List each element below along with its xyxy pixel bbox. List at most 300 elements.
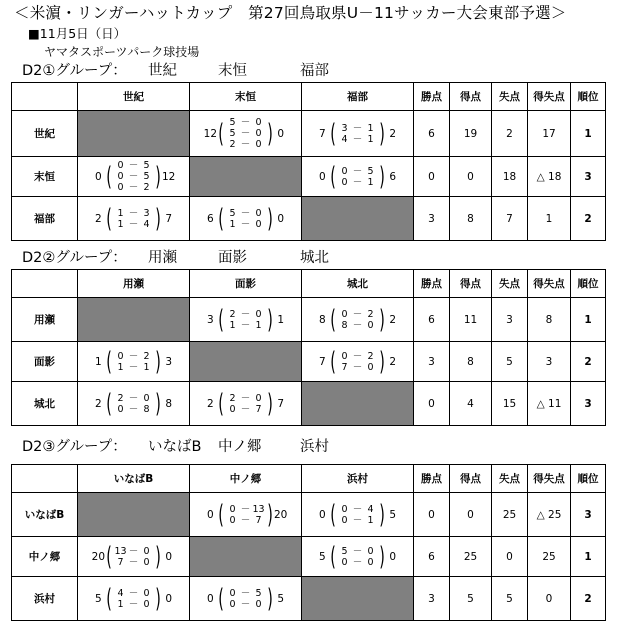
period-score-line	[226, 515, 266, 526]
period-score-line	[226, 219, 266, 230]
left-bracket: (	[218, 388, 225, 419]
period-score-away: 0	[143, 392, 150, 404]
column-team-header: 面影	[190, 270, 302, 298]
stat-header-gf: 得点	[450, 83, 492, 111]
goals-for-cell: 8	[450, 342, 492, 382]
match-score	[302, 499, 413, 530]
goal-difference-cell: △ 18	[528, 157, 571, 197]
period-score-away: 13	[252, 503, 265, 515]
total-score-away: 1	[277, 313, 284, 326]
period-score-line	[114, 599, 154, 610]
period-score-away: 4	[367, 503, 374, 515]
row-team-name: 面影	[12, 342, 78, 382]
stat-header-rank: 順位	[571, 83, 606, 111]
right-bracket: )	[378, 161, 385, 192]
period-scores	[226, 208, 266, 230]
column-team-header: 末恒	[190, 83, 302, 111]
match-result-cell	[302, 342, 414, 382]
period-scores	[226, 504, 266, 526]
score-dash: －	[352, 133, 363, 145]
period-score-home: 3	[341, 122, 348, 134]
left-bracket: (	[330, 499, 337, 530]
stat-header-gf: 得点	[450, 270, 492, 298]
period-score-line	[226, 320, 266, 331]
period-score-home: 5	[229, 207, 236, 219]
row-team-name: 世紀	[12, 111, 78, 157]
total-score-home: 7	[319, 127, 326, 140]
score-dash: －	[240, 218, 251, 230]
match-score	[302, 161, 413, 192]
win-points-cell: 3	[414, 197, 450, 241]
total-score-away: 5	[277, 592, 284, 605]
period-score-home: 1	[229, 319, 236, 331]
period-score-away: 8	[143, 403, 150, 415]
self-match-cell	[302, 382, 414, 426]
total-score-home: 5	[319, 550, 326, 563]
match-score	[190, 499, 301, 530]
match-result-cell	[78, 577, 190, 621]
match-score	[78, 583, 189, 614]
period-scores	[114, 351, 154, 373]
venue-name: ヤマタスポーツパーク球技場	[44, 45, 200, 59]
row-team-name: 末恒	[12, 157, 78, 197]
win-points-cell: 3	[414, 577, 450, 621]
match-result-cell	[190, 197, 302, 241]
stat-header-win-pts: 勝点	[414, 83, 450, 111]
left-bracket: (	[218, 499, 225, 530]
total-score-away: 2	[389, 313, 396, 326]
score-dash: －	[352, 514, 363, 526]
period-score-away: 5	[143, 171, 150, 182]
left-bracket: (	[106, 203, 113, 234]
right-bracket: )	[154, 583, 161, 614]
period-score-away: 0	[255, 598, 262, 610]
goals-against-cell: 18	[492, 157, 528, 197]
team-row	[12, 298, 606, 342]
period-score-home: 5	[341, 545, 348, 557]
self-match-cell	[78, 111, 190, 157]
goals-for-cell: 19	[450, 111, 492, 157]
period-scores	[226, 393, 266, 415]
stat-header-gd: 得失点	[528, 83, 571, 111]
right-bracket: )	[154, 346, 161, 377]
left-bracket: (	[330, 346, 337, 377]
match-score	[302, 118, 413, 149]
period-score-home: 5	[229, 128, 236, 139]
score-dash: －	[352, 122, 363, 134]
self-match-cell	[302, 197, 414, 241]
period-scores	[338, 351, 378, 373]
column-team-header: 中ノ郷	[190, 465, 302, 493]
total-score-away: 5	[389, 508, 396, 521]
period-score-line	[226, 309, 266, 320]
period-score-line	[338, 546, 378, 557]
period-score-home: 0	[341, 165, 348, 177]
period-score-line	[226, 393, 266, 404]
match-score	[78, 160, 189, 193]
period-score-away: 0	[367, 545, 374, 557]
self-match-cell	[190, 342, 302, 382]
stat-header-ga: 失点	[492, 270, 528, 298]
total-score-away: 0	[165, 592, 172, 605]
period-score-away: 2	[143, 182, 150, 193]
period-score-home: 0	[341, 503, 348, 515]
group-table	[11, 269, 606, 426]
stat-header-gd: 得失点	[528, 270, 571, 298]
period-score-home: 7	[341, 361, 348, 373]
right-bracket: )	[378, 499, 385, 530]
period-score-away: 5	[367, 165, 374, 177]
period-score-line	[226, 128, 266, 139]
left-bracket: (	[218, 304, 225, 335]
period-score-away: 7	[255, 403, 262, 415]
period-score-home: 0	[117, 160, 124, 171]
stat-header-win-pts: 勝点	[414, 465, 450, 493]
group-team-name: 世紀	[148, 63, 177, 79]
match-result-cell	[78, 342, 190, 382]
score-dash: －	[128, 545, 139, 557]
rank-cell: 1	[571, 111, 606, 157]
match-result-cell	[302, 157, 414, 197]
match-result-cell	[302, 493, 414, 537]
match-result-cell	[302, 111, 414, 157]
period-score-away: 0	[367, 556, 374, 568]
group-title	[22, 440, 329, 455]
stat-header-rank: 順位	[571, 270, 606, 298]
period-score-line	[226, 117, 266, 128]
row-team-name: 用瀬	[12, 298, 78, 342]
self-match-cell	[78, 493, 190, 537]
total-score-away: 0	[389, 550, 396, 563]
right-bracket: )	[266, 583, 273, 614]
corner-cell	[12, 465, 78, 493]
team-row	[12, 537, 606, 577]
left-bracket: (	[218, 203, 225, 234]
period-score-home: 13	[114, 545, 127, 557]
period-score-home: 4	[117, 587, 124, 599]
total-score-home: 2	[95, 212, 102, 225]
right-bracket: )	[266, 499, 273, 530]
column-team-header: 城北	[302, 270, 414, 298]
period-score-line	[114, 182, 154, 193]
score-dash: －	[240, 503, 251, 515]
team-row	[12, 197, 606, 241]
right-bracket: )	[378, 541, 385, 572]
match-score	[78, 203, 189, 234]
goals-against-cell: 5	[492, 577, 528, 621]
page-title: ＜米濵・リンガーハットカップ 第27回鳥取県U－11サッカー大会東部予選＞	[14, 4, 567, 22]
total-score-away: 0	[277, 212, 284, 225]
total-score-home: 0	[319, 508, 326, 521]
period-scores	[114, 208, 154, 230]
period-score-away: 0	[367, 319, 374, 331]
period-score-away: 2	[367, 350, 374, 362]
header-row	[12, 465, 606, 493]
score-dash: －	[128, 598, 139, 610]
period-score-away: 0	[255, 218, 262, 230]
period-scores	[226, 309, 266, 331]
group-team-name: 福部	[300, 63, 329, 79]
score-dash: －	[128, 160, 139, 171]
period-score-home: 1	[117, 361, 124, 373]
win-points-cell: 6	[414, 111, 450, 157]
period-score-line	[338, 320, 378, 331]
goals-for-cell: 5	[450, 577, 492, 621]
score-dash: －	[352, 361, 363, 373]
group-team-name: 浜村	[300, 439, 329, 455]
stat-header-gf: 得点	[450, 465, 492, 493]
period-score-away: 1	[367, 133, 374, 145]
period-score-line	[226, 504, 266, 515]
self-match-cell	[302, 577, 414, 621]
period-score-away: 7	[255, 514, 262, 526]
left-bracket: (	[330, 161, 337, 192]
match-result-cell	[302, 537, 414, 577]
row-team-name: 福部	[12, 197, 78, 241]
match-score	[78, 346, 189, 377]
match-result-cell	[78, 537, 190, 577]
total-score-home: 2	[207, 397, 214, 410]
period-scores	[338, 309, 378, 331]
period-score-home: 5	[229, 117, 236, 128]
period-score-line	[338, 134, 378, 145]
total-score-away: 2	[389, 355, 396, 368]
score-dash: －	[240, 117, 251, 128]
stat-header-ga: 失点	[492, 83, 528, 111]
period-score-home: 0	[229, 403, 236, 415]
period-score-away: 0	[143, 545, 150, 557]
period-score-home: 2	[229, 308, 236, 320]
period-score-away: 1	[367, 176, 374, 188]
row-team-name: 浜村	[12, 577, 78, 621]
group-table	[11, 464, 606, 621]
column-team-header: 世紀	[78, 83, 190, 111]
group-label: D2③グループ：	[22, 439, 127, 455]
period-scores	[114, 393, 154, 415]
group-team-name: 面影	[218, 250, 247, 266]
total-score-home: 5	[95, 592, 102, 605]
period-score-home: 2	[229, 392, 236, 404]
team-row	[12, 382, 606, 426]
period-score-home: 1	[229, 218, 236, 230]
period-score-away: 1	[143, 361, 150, 373]
score-dash: －	[128, 207, 139, 219]
period-scores	[338, 166, 378, 188]
period-score-line	[338, 309, 378, 320]
group-label: D2②グループ：	[22, 250, 127, 266]
left-bracket: (	[330, 304, 337, 335]
score-dash: －	[128, 587, 139, 599]
match-score	[302, 304, 413, 335]
goals-for-cell: 25	[450, 537, 492, 577]
header-row	[12, 270, 606, 298]
match-result-cell	[190, 493, 302, 537]
period-score-home: 2	[117, 392, 124, 404]
corner-cell	[12, 270, 78, 298]
right-bracket: )	[154, 161, 161, 192]
match-score	[190, 117, 301, 150]
period-score-home: 0	[117, 350, 124, 362]
win-points-cell: 3	[414, 342, 450, 382]
match-score	[190, 203, 301, 234]
period-score-home: 0	[229, 503, 236, 515]
score-dash: －	[128, 361, 139, 373]
total-score-away: 6	[389, 170, 396, 183]
goal-difference-cell: 1	[528, 197, 571, 241]
period-score-line	[114, 557, 154, 568]
period-score-line	[114, 393, 154, 404]
goals-for-cell: 11	[450, 298, 492, 342]
period-score-home: 0	[341, 176, 348, 188]
left-bracket: (	[106, 346, 113, 377]
period-score-line	[114, 351, 154, 362]
period-score-away: 0	[143, 587, 150, 599]
period-score-line	[114, 404, 154, 415]
period-score-home: 4	[341, 133, 348, 145]
group-team-name: 城北	[300, 250, 329, 266]
score-dash: －	[128, 403, 139, 415]
right-bracket: )	[266, 118, 273, 149]
rank-cell: 3	[571, 157, 606, 197]
group-team-name: 用瀬	[148, 250, 177, 266]
period-score-home: 2	[229, 139, 236, 150]
team-row	[12, 157, 606, 197]
group-team-name: 末恒	[218, 63, 247, 79]
total-score-away: 0	[277, 127, 284, 140]
period-score-home: 8	[341, 319, 348, 331]
self-match-cell	[78, 298, 190, 342]
match-score	[78, 541, 189, 572]
goal-difference-cell: 17	[528, 111, 571, 157]
period-score-away: 1	[255, 319, 262, 331]
score-dash: －	[352, 165, 363, 177]
period-score-home: 0	[341, 514, 348, 526]
match-result-cell	[190, 577, 302, 621]
total-score-away: 8	[165, 397, 172, 410]
goals-for-cell: 0	[450, 157, 492, 197]
team-row	[12, 493, 606, 537]
right-bracket: )	[378, 118, 385, 149]
group-team-name: いなばB	[148, 439, 202, 455]
period-score-away: 3	[143, 207, 150, 219]
period-score-away: 1	[367, 122, 374, 134]
period-score-away: 1	[367, 514, 374, 526]
period-score-away: 0	[143, 556, 150, 568]
total-score-away: 12	[161, 170, 176, 183]
period-score-away: 4	[143, 218, 150, 230]
period-scores	[226, 588, 266, 610]
period-score-away: 0	[255, 128, 262, 139]
left-bracket: (	[218, 118, 225, 149]
period-score-away: 0	[255, 308, 262, 320]
total-score-home: 0	[207, 508, 214, 521]
rank-cell: 1	[571, 298, 606, 342]
period-score-away: 5	[255, 587, 262, 599]
team-row	[12, 342, 606, 382]
score-dash: －	[352, 176, 363, 188]
total-score-home: 0	[319, 170, 326, 183]
period-score-away: 0	[255, 207, 262, 219]
right-bracket: )	[378, 346, 385, 377]
period-score-home: 7	[117, 556, 124, 568]
win-points-cell: 0	[414, 493, 450, 537]
team-row	[12, 577, 606, 621]
goal-difference-cell: 0	[528, 577, 571, 621]
period-score-home: 1	[117, 207, 124, 219]
left-bracket: (	[330, 541, 337, 572]
period-score-line	[338, 504, 378, 515]
goals-against-cell: 0	[492, 537, 528, 577]
match-score	[302, 541, 413, 572]
self-match-cell	[190, 157, 302, 197]
period-scores	[338, 546, 378, 568]
match-result-cell	[78, 382, 190, 426]
header-row	[12, 83, 606, 111]
period-score-home: 0	[229, 587, 236, 599]
score-dash: －	[128, 350, 139, 362]
rank-cell: 2	[571, 342, 606, 382]
period-score-away: 0	[255, 117, 262, 128]
team-row	[12, 111, 606, 157]
goals-for-cell: 8	[450, 197, 492, 241]
goal-difference-cell: △ 11	[528, 382, 571, 426]
period-score-away: 0	[255, 392, 262, 404]
score-dash: －	[240, 128, 251, 139]
period-score-home: 0	[117, 182, 124, 193]
match-score	[190, 304, 301, 335]
goals-against-cell: 7	[492, 197, 528, 241]
total-score-away: 7	[277, 397, 284, 410]
period-score-line	[114, 160, 154, 171]
score-dash: －	[240, 207, 251, 219]
total-score-home: 20	[91, 550, 106, 563]
period-score-home: 1	[117, 218, 124, 230]
total-score-home: 12	[203, 127, 218, 140]
period-scores	[114, 588, 154, 610]
score-dash: －	[128, 556, 139, 568]
win-points-cell: 6	[414, 298, 450, 342]
left-bracket: (	[106, 161, 113, 192]
total-score-home: 2	[95, 397, 102, 410]
row-team-name: 城北	[12, 382, 78, 426]
period-score-line	[338, 177, 378, 188]
total-score-home: 1	[95, 355, 102, 368]
match-date: ■11月5日（日）	[28, 26, 127, 41]
period-score-line	[338, 515, 378, 526]
left-bracket: (	[106, 541, 113, 572]
goal-difference-cell: △ 25	[528, 493, 571, 537]
period-score-home: 0	[229, 598, 236, 610]
match-result-cell	[78, 157, 190, 197]
column-team-header: 福部	[302, 83, 414, 111]
period-score-line	[226, 599, 266, 610]
total-score-home: 6	[207, 212, 214, 225]
period-score-line	[338, 362, 378, 373]
period-score-away: 2	[143, 350, 150, 362]
row-team-name: 中ノ郷	[12, 537, 78, 577]
period-score-away: 5	[143, 160, 150, 171]
rank-cell: 1	[571, 537, 606, 577]
right-bracket: )	[154, 541, 161, 572]
goals-against-cell: 5	[492, 342, 528, 382]
left-bracket: (	[218, 583, 225, 614]
period-scores	[114, 160, 154, 193]
group-label: D2①グループ：	[22, 63, 127, 79]
rank-cell: 3	[571, 493, 606, 537]
score-dash: －	[128, 392, 139, 404]
match-score	[190, 388, 301, 419]
win-points-cell: 0	[414, 382, 450, 426]
